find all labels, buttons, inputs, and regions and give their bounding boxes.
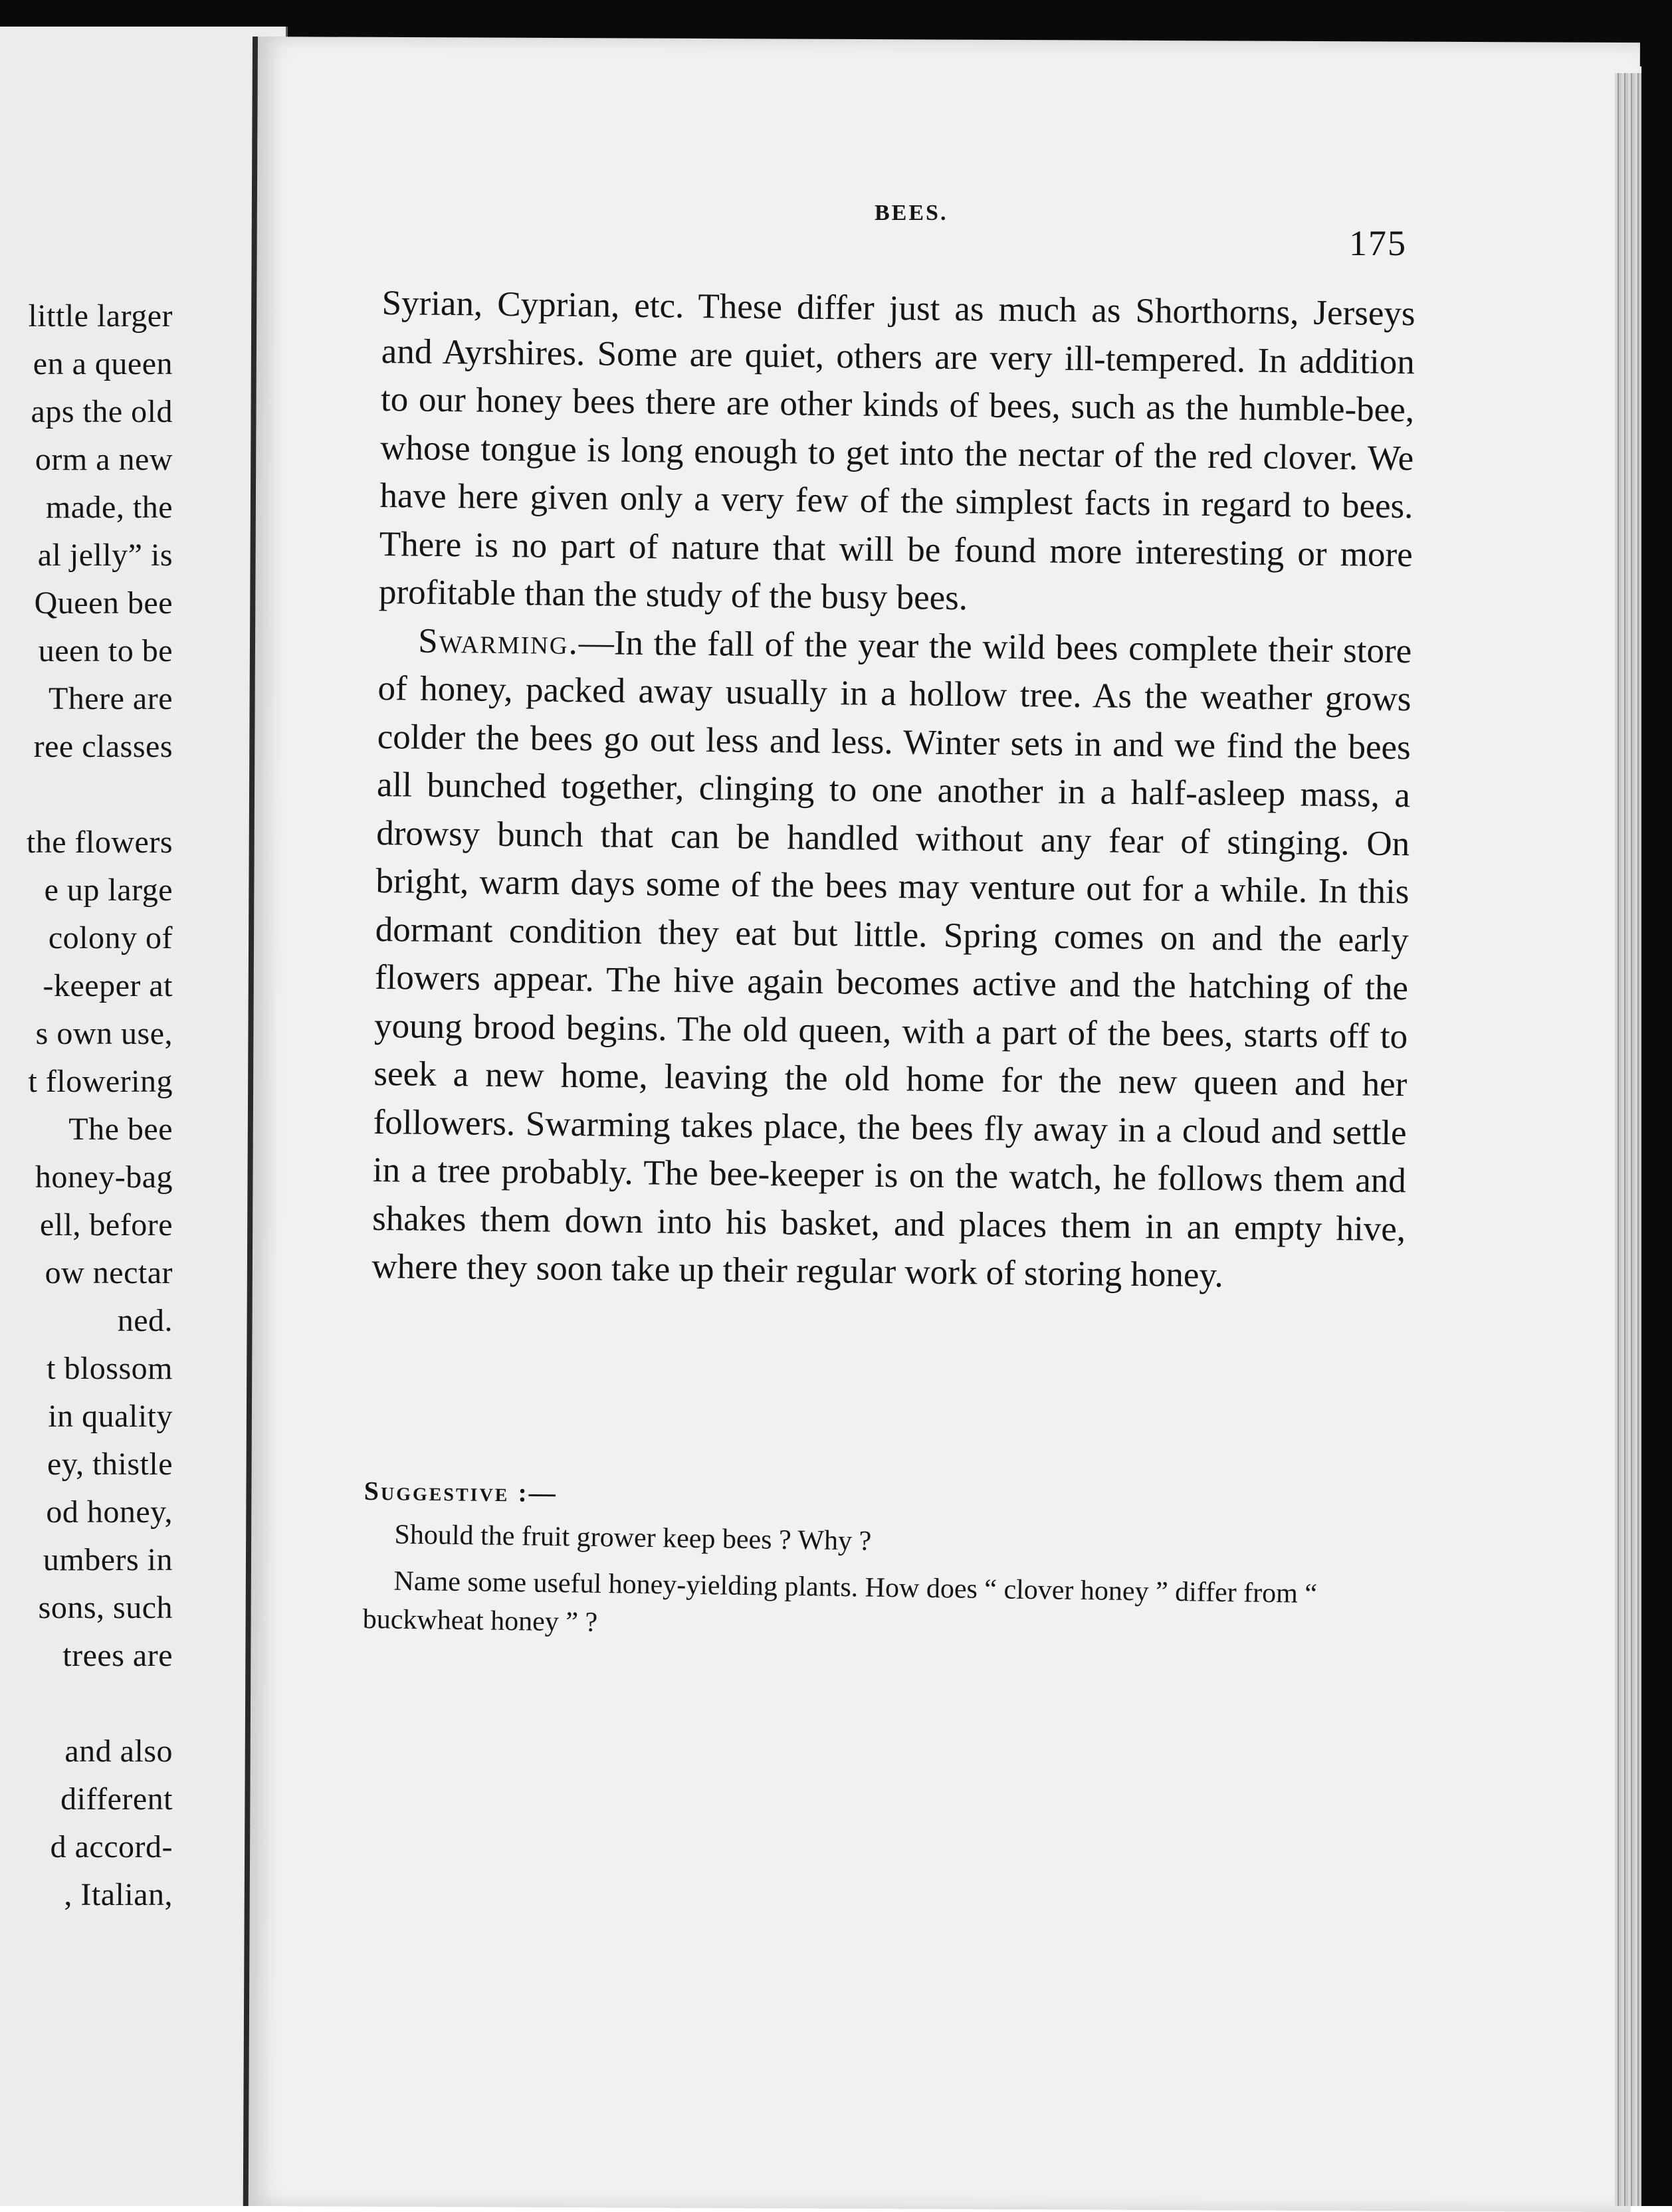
left-page-line: , Italian, (64, 1877, 173, 1912)
left-page-line: and also (64, 1734, 173, 1769)
suggestive-questions (362, 1515, 1401, 1661)
left-page-line: the flowers (26, 825, 173, 860)
left-page-line: Queen bee (34, 585, 173, 621)
left-page-line: aps the old (31, 394, 173, 429)
left-page-line: ueen to be (38, 633, 173, 668)
suggestive-question-1: Should the fruit grower keep bees ? Why ? (394, 1519, 872, 1557)
left-page-line: orm a new (35, 442, 173, 477)
left-page-line: ree classes (33, 729, 173, 764)
left-page-line: t flowering (28, 1064, 173, 1099)
left-page-line: in quality (48, 1399, 173, 1434)
left-page-line: The bee (68, 1112, 173, 1147)
swarming-heading: Swarming. (418, 621, 579, 662)
left-page-line: sons, such (38, 1590, 173, 1625)
left-page-text (0, 292, 173, 1919)
left-page-line: little larger (28, 298, 173, 334)
page-number: 175 (1349, 223, 1407, 263)
left-page-line: ow nectar (45, 1255, 173, 1290)
left-page-line: umbers in (43, 1542, 173, 1577)
suggestive-heading: Suggestive :— (364, 1476, 558, 1508)
left-page-line: -keeper at (43, 968, 173, 1003)
left-page-line: al jelly” is (37, 538, 173, 573)
body-text (371, 279, 1415, 1302)
left-page-line: ned. (117, 1303, 173, 1338)
left-page-line: colony of (48, 920, 173, 955)
left-page-line: trees are (62, 1638, 173, 1673)
left-page-line: There are (48, 681, 173, 716)
left-page-line: e up large (44, 872, 173, 908)
left-page-line: different (60, 1781, 173, 1817)
left-page-line: en a queen (33, 346, 173, 381)
left-page-line: ell, before (39, 1207, 173, 1243)
running-head: BEES. (875, 201, 948, 225)
paragraph-breeds: Syrian, Cyprian, etc. These differ just as much as Shorthorns, Jerseys and Ayrshires. Some are quiet, others are very ill-tempered. In addition to our honey bees there are other kinds of bees, such as the humble-bee, whose tongue is long enough to get into the nectar of the red clover. We have here given only a very few of the simplest facts in regard to bees. There is no part of nature that will be found more interesting or more profitable than the study of the busy bees. (378, 283, 1415, 618)
left-page-line: d accord- (50, 1829, 173, 1864)
left-page-line: made, the (45, 490, 173, 525)
left-page-line: honey-bag (35, 1159, 173, 1195)
scan-border-right (1641, 40, 1672, 2206)
left-page-line: s own use, (35, 1016, 173, 1051)
left-page-line (0, 1680, 173, 1728)
swarming-text: —In the fall of the year the wild bees complete their store of honey, packed away usually in a hollow tree. As the weather grows colder the bees go out less and less. Winter sets in and we find the bees all bunched together, clinging to one another in a half-asleep mass, a drowsy bunch that can be handled without any fear of stinging. On bright, warm days some of the bees may venture out for a while. In this dormant condition they eat but little. Spring comes on and the early flowers appear. The hive again becomes active and the hatching of the young brood begins. The old queen, with a part of the bees, starts off to seek a new home, leaving the old home for the new queen and her followers. Swarming takes place, the bees fly away in a cloud and settle in a tree probably. The bee-keeper is on the watch, he follows them and shakes them down into his basket, and places them in an empty hive, where they soon take up their regular work of storing honey. (371, 623, 1412, 1295)
left-page-line: od honey, (46, 1494, 173, 1530)
left-page-line: ey, thistle (47, 1447, 173, 1482)
left-page-line (0, 771, 173, 819)
paragraph-swarming (371, 616, 1412, 1301)
left-page-line: t blossom (47, 1351, 173, 1386)
suggestive-question-2: Name some useful honey-yielding plants. How does “ clover honey ” differ from “ buckwheat honey ” ? (362, 1565, 1318, 1638)
